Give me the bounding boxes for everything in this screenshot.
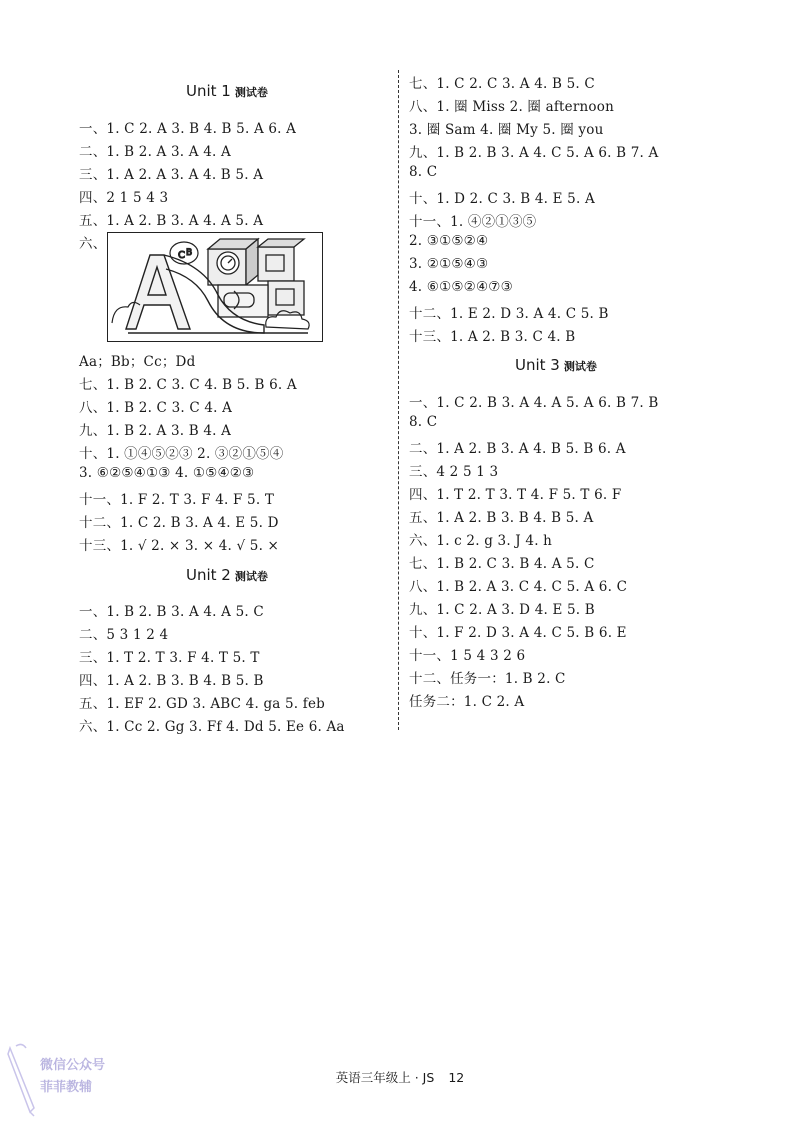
page-number: 12: [448, 1070, 465, 1085]
watermark-line-1: 微信公众号: [40, 1058, 106, 1073]
column-divider: [398, 70, 399, 730]
u1-line-13: 十三、1. √ 2. × 3. × 4. √ 5. ×: [79, 538, 280, 554]
u3-line-1: 一、1. C 2. B 3. A 4. A 5. A 6. B 7. B: [409, 395, 659, 411]
u2-cont-line-8: 2. ③①⑤②④: [409, 233, 489, 249]
unit3-tag: 测试卷: [563, 360, 597, 373]
u3-line-10: 九、1. C 2. A 3. D 4. E 5. B: [409, 602, 595, 618]
u2-cont-line-6: 十、1. D 2. C 3. B 4. E 5. A: [409, 191, 595, 207]
u1-line-5: 五、1. A 2. B 3. A 4. A 5. A: [79, 213, 264, 229]
u1-line-8: 八、1. B 2. C 3. C 4. A: [79, 400, 233, 416]
u2-cont-line-12: 十三、1. A 2. B 3. C 4. B: [409, 329, 576, 345]
u1-line-3: 三、1. A 2. A 3. A 4. B 5. A: [79, 167, 264, 183]
u3-line-14: 任务二：1. C 2. A: [409, 694, 525, 710]
u2-cont-line-2: 八、1. 圈 Miss 2. 圈 afternoon: [409, 99, 614, 115]
u2-cont-line-5: 8. C: [409, 164, 438, 180]
unit2-tag: 测试卷: [234, 570, 268, 583]
u2-line-6: 六、1. Cc 2. Gg 3. Ff 4. Dd 5. Ee 6. Aa: [79, 719, 345, 735]
unit3-title: Unit 3: [515, 356, 560, 374]
u1-line-1: 一、1. C 2. A 3. B 4. B 5. A 6. A: [79, 121, 297, 137]
unit2-title: Unit 2: [186, 566, 231, 584]
u1-line-11: 十一、1. F 2. T 3. F 4. F 5. T: [79, 492, 275, 508]
u3-line-9: 八、1. B 2. A 3. C 4. C 5. A 6. C: [409, 579, 628, 595]
u3-line-12: 十一、1 5 4 3 2 6: [409, 648, 526, 664]
watermark-line-2: 菲菲教辅: [40, 1080, 93, 1095]
u3-line-8: 七、1. B 2. C 3. B 4. A 5. C: [409, 556, 595, 572]
u1-line-2: 二、1. B 2. A 3. A 4. A: [79, 144, 231, 160]
u2-line-1: 一、1. B 2. B 3. A 4. A 5. C: [79, 604, 264, 620]
svg-text:C: C: [178, 250, 185, 261]
u2-cont-line-4: 九、1. B 2. B 3. A 4. C 5. A 6. B 7. A: [409, 145, 659, 161]
svg-text:B: B: [186, 248, 193, 258]
u3-line-5: 四、1. T 2. T 3. T 4. F 5. T 6. F: [409, 487, 622, 503]
u2-cont-line-7: 十一、1. ④②①③⑤: [409, 214, 537, 230]
u2-cont-line-9: 3. ②①⑤④③: [409, 256, 489, 272]
u1-line-7: 七、1. B 2. C 3. C 4. B 5. B 6. A: [79, 377, 297, 393]
unit1-title: Unit 1: [186, 82, 231, 100]
u3-line-6: 五、1. A 2. B 3. B 4. B 5. A: [409, 510, 594, 526]
unit1-tag: 测试卷: [234, 86, 268, 99]
u2-line-5: 五、1. EF 2. GD 3. ABC 4. ga 5. feb: [79, 696, 326, 712]
unit3-heading: [515, 356, 597, 374]
u2-line-3: 三、1. T 2. T 3. F 4. T 5. T: [79, 650, 260, 666]
playground-illustration: [108, 233, 322, 341]
u3-line-3: 二、1. A 2. B 3. A 4. B 5. B 6. A: [409, 441, 626, 457]
unit2-heading: [186, 566, 268, 584]
u2-cont-line-11: 十二、1. E 2. D 3. A 4. C 5. B: [409, 306, 609, 322]
u3-line-7: 六、1. c 2. g 3. J 4. h: [409, 533, 553, 549]
u3-line-4: 三、4 2 5 1 3: [409, 464, 499, 480]
u2-line-2: 二、5 3 1 2 4: [79, 627, 169, 643]
u1-line-9: 九、1. B 2. A 3. B 4. A: [79, 423, 232, 439]
u1-picture-prefix: 六、: [79, 236, 107, 252]
footer-subject: 英语三年级上 · JS: [335, 1070, 435, 1085]
u2-cont-line-10: 4. ⑥①⑤②④⑦③: [409, 279, 513, 295]
u3-line-11: 十、1. F 2. D 3. A 4. C 5. B 6. E: [409, 625, 627, 641]
u1-line-4: 四、2 1 5 4 3: [79, 190, 169, 206]
u2-cont-line-1: 七、1. C 2. C 3. A 4. B 5. C: [409, 76, 595, 92]
u1-picture-caption: Aa；Bb；Cc；Dd: [79, 354, 196, 370]
u2-line-4: 四、1. A 2. B 3. B 4. B 5. B: [79, 673, 264, 689]
u3-line-2: 8. C: [409, 414, 438, 430]
u1-line-12: 十二、1. C 2. B 3. A 4. E 5. D: [79, 515, 279, 531]
u3-line-13: 十二、任务一：1. B 2. C: [409, 671, 566, 687]
playground-picture: [107, 232, 323, 342]
u2-cont-line-3: 3. 圈 Sam 4. 圈 My 5. 圈 you: [409, 122, 604, 138]
u1-line-10b: 3. ⑥②⑤④①③ 4. ①⑤④②③: [79, 465, 255, 481]
page-footer: [0, 1068, 800, 1086]
u1-line-10: 十、1. ①④⑤②③ 2. ③②①⑤④: [79, 446, 284, 462]
unit1-heading: [186, 82, 268, 100]
